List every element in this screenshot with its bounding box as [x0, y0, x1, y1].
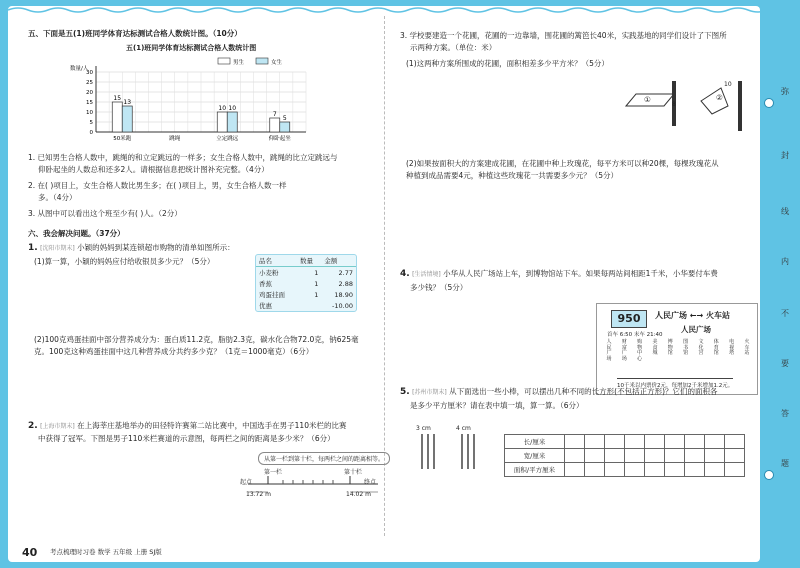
bar-value-label: 10 — [228, 105, 237, 112]
receipt-row — [256, 278, 356, 289]
receipt-header-cell: 金额 — [321, 255, 356, 267]
receipt-cell: 1 — [314, 268, 319, 277]
bus-fare: 10千米以内票价2元，每增加2千米增加1.2元。 — [617, 378, 733, 389]
bar-value-label: 15 — [113, 95, 122, 102]
answer-grid-header: 宽/厘米 — [505, 449, 565, 463]
r-q5-tag: [苏州市期末] — [412, 389, 447, 396]
receipt-cell: 1 — [314, 279, 319, 288]
track-distance-1: 13.72 m — [246, 491, 271, 498]
answer-cell[interactable] — [705, 463, 725, 477]
bar-girl — [122, 106, 132, 132]
q6-2-tag: [上海市期末] — [40, 423, 75, 430]
bus-station: 人民广场 — [681, 325, 711, 334]
bar-value-label: 13 — [123, 99, 132, 106]
bus-stop-name: 火车站 — [744, 339, 750, 356]
q5-2-line1: 2. 在( )项目上，女生合格人数比男生多；在( )项目上，男，女生合格人数一样 — [28, 181, 287, 190]
bus-stop-name: 文化宫 — [698, 339, 704, 356]
legend-swatch-girl — [256, 58, 268, 64]
y-tick-label: 20 — [86, 90, 93, 96]
x-tick-label: 立定跳远 — [216, 136, 239, 142]
binding-margin-char: 线 — [781, 207, 789, 216]
r-q4-tag: [生活情境] — [412, 271, 441, 278]
r-q4-line1: 小华从人民广场站上车，到博物馆站下车。如果每两站间相距1千米，小华要付车费 — [443, 269, 718, 278]
bus-stop-name: 体育馆 — [713, 339, 719, 356]
bar-value-label: 5 — [282, 115, 287, 122]
answer-cell[interactable] — [645, 449, 665, 463]
answer-cell[interactable] — [605, 435, 625, 449]
y-tick-label: 25 — [86, 80, 93, 86]
q6-1-sub1: (1)算一算，小颖的妈妈应付给收银员多少元？（5分） — [34, 257, 215, 266]
y-tick-label: 10 — [86, 110, 93, 116]
receipt-cell: 香蕉 — [259, 280, 272, 288]
answer-cell[interactable] — [725, 463, 745, 477]
receipt-row — [256, 289, 356, 300]
binding-margin-char: 题 — [781, 459, 789, 468]
y-tick-label: 5 — [89, 120, 93, 126]
answer-cell[interactable] — [605, 463, 625, 477]
q6-2-line1: 在上海莘庄基地举办的田径特许赛第二站比赛中，中国选手在男子110米栏的比赛 — [77, 421, 347, 430]
binding-margin-char: 内 — [781, 257, 789, 266]
x-tick-label: 50米跑 — [113, 136, 132, 142]
answer-cell[interactable] — [605, 449, 625, 463]
binding-margin-char: 封 — [781, 151, 789, 160]
bus-time: 首车 6:50 末车 21:40 — [607, 332, 663, 338]
receipt-header — [256, 255, 356, 267]
q5-1-line1: 1. 已知男生合格人数中，跳绳的和立定跳远的一样多；女生合格人数中，跳绳的比立定跳远与 — [28, 153, 338, 162]
binding-margin-char: 不 — [781, 309, 789, 318]
binding-margin-char: 答 — [781, 409, 789, 418]
answer-grid-header: 面积/平方厘米 — [505, 463, 565, 477]
answer-cell[interactable] — [685, 435, 705, 449]
bar-value-label: 7 — [272, 111, 277, 118]
legend-label-boy: 男生 — [233, 60, 245, 66]
receipt-cell: 优惠 — [259, 302, 272, 310]
receipt — [255, 254, 357, 312]
q6-1-sub2-line2: 克。100克这种鸡蛋挂面中这几种营养成分共约多少克？（1克＝1000毫克）（6分） — [34, 347, 314, 356]
stick-label-4cm: 4 cm — [456, 425, 471, 432]
answer-cell[interactable] — [705, 449, 725, 463]
binding-hole-icon — [764, 98, 774, 108]
receipt-row — [256, 267, 356, 279]
bus-stop-name: 人民广场 — [606, 339, 612, 362]
answer-cell[interactable] — [725, 449, 745, 463]
section5-title: 五、下面是五(1)班同学体育达标测试合格人数统计图。（10分） — [28, 29, 242, 38]
track-start: 起点 — [240, 479, 253, 486]
q5-3: 3. 从图中可以看出这个班至少有( )人。（2分） — [28, 209, 182, 218]
bar-girl — [227, 112, 237, 132]
y-axis-label: 数量/人 — [70, 66, 89, 72]
binding-margin-char: 要 — [781, 359, 789, 368]
bus-stop-name: 图书馆 — [683, 339, 689, 356]
legend-label-girl: 女生 — [271, 60, 283, 66]
binding-margin-char: 弥 — [781, 87, 789, 96]
receipt-cell: 鸡蛋挂面 — [259, 291, 285, 299]
r-q3-sub1: (1)这两种方案所围成的花圃，面积相差多少平方米？（5分） — [406, 59, 609, 68]
garden-figures — [616, 76, 756, 136]
receipt-cell: 1 — [314, 290, 319, 299]
q6-1-tag: [沈阳市期末] — [40, 245, 75, 252]
q5-2-line2: 多。（4分） — [38, 193, 77, 202]
bus-stop-name: 博物馆 — [667, 339, 673, 356]
answer-cell[interactable] — [645, 435, 665, 449]
answer-grid-row — [505, 435, 745, 449]
bar-boy — [217, 112, 227, 132]
answer-grid — [504, 434, 745, 477]
answer-cell[interactable] — [705, 435, 725, 449]
answer-grid-row — [505, 449, 745, 463]
bar-value-label: 10 — [218, 105, 227, 112]
legend-swatch-boy — [218, 58, 230, 64]
receipt-table — [256, 255, 356, 311]
bus-stop-name: 美食城 — [652, 339, 658, 356]
r-q3-line2: 示两种方案。（单位：米） — [410, 43, 497, 52]
bus-stop-name: 财富广场 — [621, 339, 627, 362]
answer-cell[interactable] — [665, 463, 685, 477]
answer-cell[interactable] — [565, 463, 585, 477]
q6-1-sub2-line1: (2)100克鸡蛋挂面中部分营养成分为：蛋白质11.2克，脂肪2.3克，碳水化合物72.0克，钠625毫 — [34, 335, 359, 344]
receipt-cell: 18.90 — [334, 290, 353, 299]
receipt-cell: 2.88 — [338, 279, 353, 288]
answer-cell[interactable] — [625, 435, 645, 449]
worksheet-page: 五、下面是五(1)班同学体育达标测试合格人数统计图。（10分） 五(1)班同学体育达标测试合格人数统计图 0 5 10 15 20 25 30 数量/人 男生 女生 15 13 50米跑 跳绳 10 10 立定跳远 7 5 仰卧起坐 1. 已知男生合格人数中，跳绳的和立定跳远的一样多；女生合格人数中，跳绳的比立定跳远与 仰卧起坐的人数总和还多2人。请根据信息把统计图补充完整。（4分） 2. 在( )项目上，女生合格人数比男生多；在( )项目上，男，女生合格人数一样 多。（4分） 3. 从图中可以看出这个班至少有( )人。（2分） 六、我会解决问题。（37分） 1. [沈阳市期末] 小颖的妈妈到某连锁超市购物的清单如图所示： (1)算一算，小颖的妈妈应付给收银员多少元？（5分） 品名 数量 金额 小麦粉 1 2.77 香蕉 1 2.88 鸡蛋挂面 1 18.90 优惠 -10.00 (2)100克鸡蛋挂面中部分营养成分为：蛋白质11.2克，脂肪2.3克，碳水化合物72.0克，钠625毫 克。100克这种鸡蛋挂面中这几种营养成分共约多少克？（1克＝1000毫克）（6分） 2. [上海市期末] 在上海莘庄基地举办的田径特许赛第二站比赛中，中国选手在男子110米栏的比赛 中获得了冠军。下图是男子110米栏赛道的示意图，每两栏之间的距离是多少米？（6分） 从第一栏到第十栏，每两栏之间的距离相等。 第一栏 第十栏 起点 终点 13.72 m 14.02 m 40 考点梳理时习卷 数学 五年级 上册 SJ版 3. 学校要建造一个花圃，花圃的一边靠墙，围花圃的篱笆长40米，实践基地的同学们设计了下图所 示两种方案。（单位：米） (1)这两种方案所围成的花圃，面积相差多少平方米？（5分） ① 8 ② 10 (2)如果按面积大的方案建成花圃，在花圃中种上玫瑰花，每平方米可以种20棵，每棵玫瑰花从 种植到成品需要4元，种植这些玫瑰花一共需要多少元？（5分） 4. [生活情境] 小华从人民广场站上车，到博物馆站下车。如果每两站间相距1千米，小华要付车费 多少钱？（5分） 950 人民广场 ←→ 火车站 人民广场 首车 6:50 末车 21:40 人民广场 财富广场 购物中心 美食城 博物馆 图书馆 文化宫 体育馆 电视塔 火车站 10千米以内票价2元，每增加2千米增加1.2元。 5. [苏州市期末] 从下面选出一些小棒，可以摆出几种不同的长方形(不包括正方形)？它们的面积各 是多少平方厘米？请在表中填一填，算一算。（6分） 3 cm 4 cm 长/厘米 宽/厘米 面积/平方厘米 — [8, 6, 760, 562]
receipt-cell — [297, 300, 321, 311]
receipt-cell: 小麦粉 — [259, 269, 279, 277]
bus-stops — [605, 340, 751, 370]
answer-cell[interactable] — [665, 435, 685, 449]
bar-boy — [112, 102, 122, 132]
answer-cell[interactable] — [625, 463, 645, 477]
answer-grid-header: 长/厘米 — [505, 435, 565, 449]
stick-label-3cm: 3 cm — [416, 425, 431, 432]
track-first: 第一栏 — [264, 469, 283, 476]
section6-title: 六、我会解决问题。（37分） — [28, 229, 125, 238]
r-q5-line2: 是多少平方厘米？请在表中填一填，算一算。（6分） — [410, 401, 584, 410]
answer-cell[interactable] — [645, 463, 665, 477]
track-distance-2: 14.02 m — [346, 491, 371, 498]
answer-cell[interactable] — [585, 449, 605, 463]
receipt-cell: -10.00 — [332, 301, 353, 310]
r-q3-sub2-line2: 种植到成品需要4元，种植这些玫瑰花一共需要多少元？（5分） — [406, 171, 619, 180]
x-tick-label: 跳绳 — [169, 136, 181, 142]
r-q3-sub2-line1: (2)如果按面积大的方案建成花圃，在花圃中种上玫瑰花，每平方米可以种20棵，每棵玫瑰花从 — [406, 159, 719, 168]
answer-cell[interactable] — [585, 463, 605, 477]
answer-cell[interactable] — [725, 435, 745, 449]
x-tick-label: 仰卧起坐 — [268, 136, 291, 142]
bus-stop-name: 电视塔 — [729, 339, 735, 356]
receipt-header-cell: 品名 — [256, 255, 297, 267]
track-end: 终点 — [364, 479, 377, 486]
answer-cell[interactable] — [585, 435, 605, 449]
answer-grid-row — [505, 463, 745, 477]
r-q5-line1: 从下面选出一些小棒，可以摆出几种不同的长方形(不包括正方形)？它们的面积各 — [449, 387, 718, 396]
chart-title: 五(1)班同学体育达标测试合格人数统计图 — [126, 44, 257, 52]
q6-1-text: 小颖的妈妈到某连锁超市购物的清单如图所示： — [77, 243, 235, 252]
page-number: 40 — [22, 546, 38, 559]
y-tick-label: 15 — [86, 100, 93, 106]
y-tick-label: 30 — [86, 70, 93, 76]
footer-text: 考点梳理时习卷 数学 五年级 上册 SJ版 — [50, 548, 162, 556]
answer-cell[interactable] — [665, 449, 685, 463]
answer-cell[interactable] — [685, 463, 705, 477]
q5-1-line2: 仰卧起坐的人数总和还多2人。请根据信息把统计图补充完整。（4分） — [38, 165, 269, 174]
figure-1-label: ① — [644, 95, 651, 104]
answer-cell[interactable] — [625, 449, 645, 463]
top-wave-border — [8, 6, 760, 14]
receipt-header-cell: 数量 — [297, 255, 321, 267]
figure-2-number: 10 — [724, 81, 732, 88]
bar-girl — [280, 122, 290, 132]
q6-2-line2: 中获得了冠军。下图是男子110米栏赛道的示意图，每两栏之间的距离是多少米？（6分） — [38, 434, 335, 443]
bar-boy — [270, 118, 280, 132]
answer-cell[interactable] — [565, 435, 585, 449]
track-tenth: 第十栏 — [344, 469, 363, 476]
answer-cell[interactable] — [565, 449, 585, 463]
y-tick-label: 0 — [89, 130, 93, 136]
bus-number: 950 — [611, 310, 647, 328]
receipt-row — [256, 300, 356, 311]
track-note: 从第一栏到第十栏，每两栏之间的距离相等。 — [258, 452, 390, 465]
answer-cell[interactable] — [685, 449, 705, 463]
r-q4-line2: 多少钱？（5分） — [410, 283, 468, 292]
r-q3-line1: 3. 学校要建造一个花圃，花圃的一边靠墙，围花圃的篱笆长40米，实践基地的同学们设计了下图所 — [400, 31, 727, 40]
bar-chart — [68, 56, 318, 146]
figure-1-number: 8 — [672, 101, 676, 108]
binding-hole-icon — [764, 470, 774, 480]
bus-stop-name: 购物中心 — [637, 339, 643, 362]
bus-stop-sign — [596, 303, 758, 395]
receipt-cell: 2.77 — [338, 268, 353, 277]
figure-2-label: ② — [716, 93, 723, 102]
bus-route: 人民广场 ←→ 火车站 — [655, 311, 730, 320]
